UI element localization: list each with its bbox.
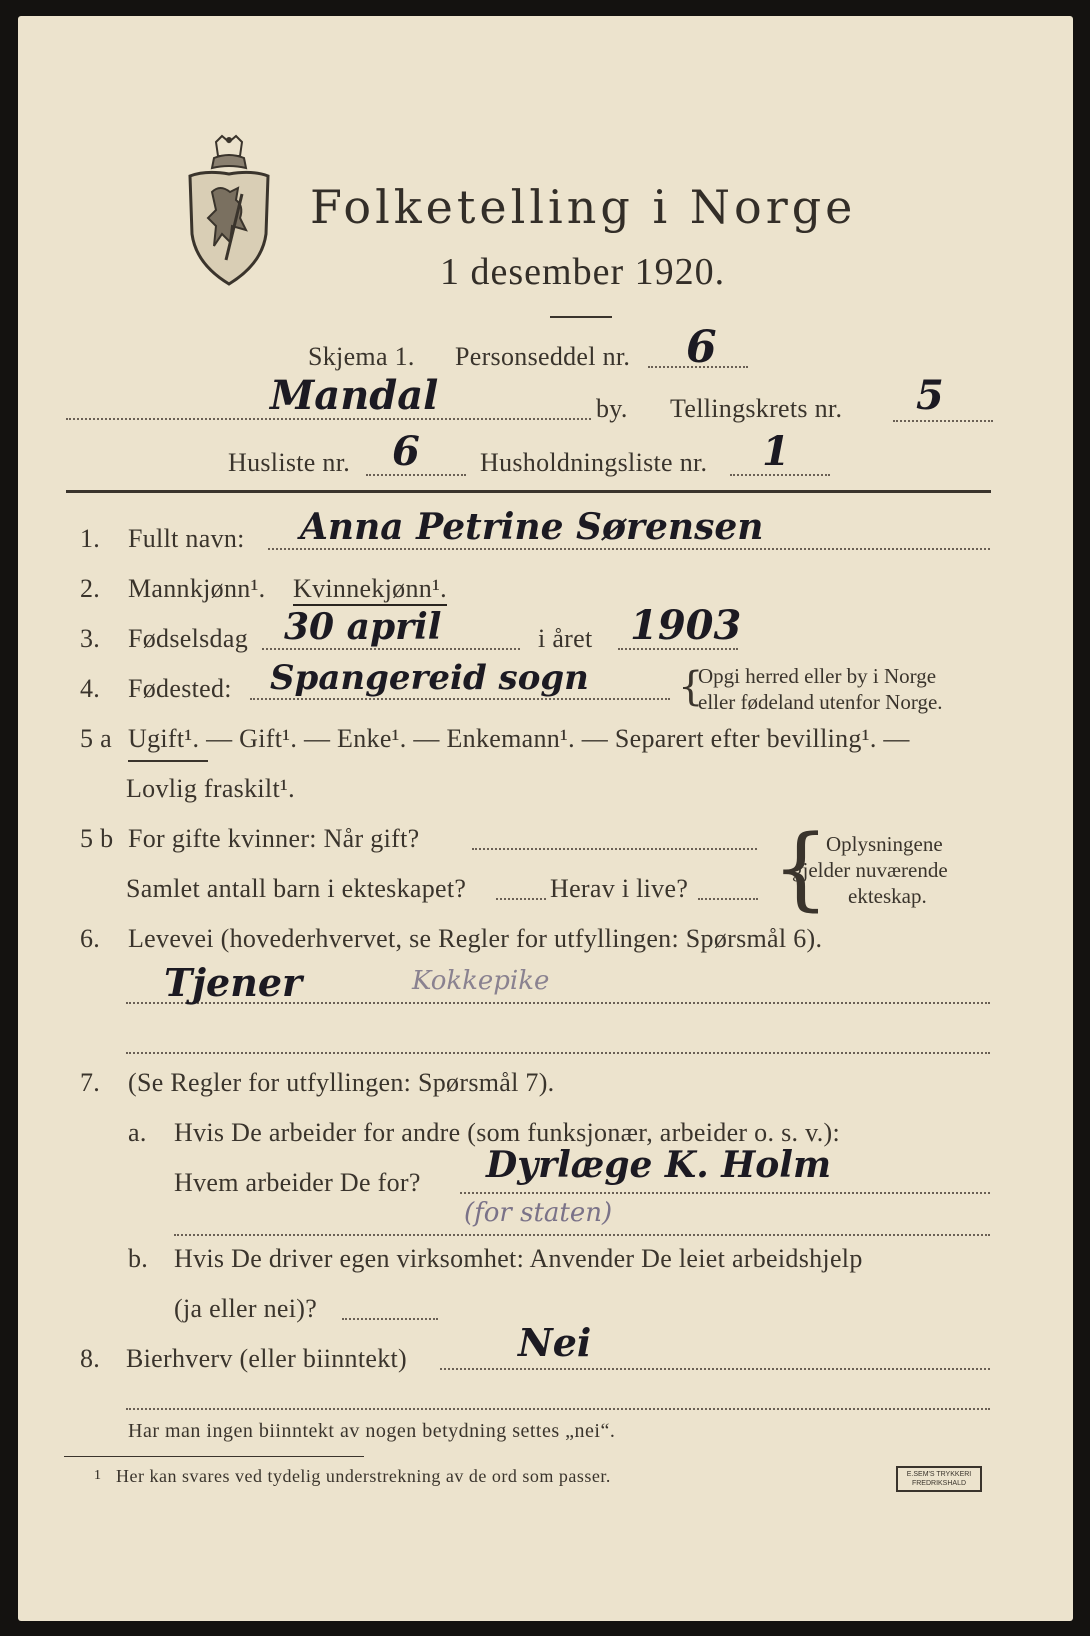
q5a-options: Ugift¹. — Gift¹. — Enke¹. — Enkemann¹. — Separert efter bevilling¹. — xyxy=(128,724,910,753)
q4-note-line2: eller fødeland utenfor Norge. xyxy=(698,690,943,714)
q7a-label: Hvis De arbeider for andre (som funksjonær, arbeider o. s. v.): xyxy=(174,1118,840,1147)
q2-male-option: Mannkjønn¹. xyxy=(128,574,266,603)
form-title: Folketelling i Norge xyxy=(310,180,857,234)
q5b-number: 5 b xyxy=(80,824,114,853)
q2-female-option: Kvinnekjønn¹. xyxy=(293,574,447,606)
title-divider xyxy=(550,316,612,318)
place-value: Mandal xyxy=(270,372,439,419)
footnote-text: Her kan svares ved tydelig understrekning av de ord som passer. xyxy=(116,1466,611,1486)
q8-number: 8. xyxy=(80,1344,101,1373)
q5a-selected-underline xyxy=(128,760,208,762)
q2-number: 2. xyxy=(80,574,101,603)
personseddel-label: Personseddel nr. xyxy=(455,342,631,371)
q5b-when-married-label: For gifte kvinner: Når gift? xyxy=(128,824,420,853)
q5b-note3: ekteskap. xyxy=(848,884,927,908)
husliste-value: 6 xyxy=(392,428,420,475)
q5b-children-label: Samlet antall barn i ekteskapet? xyxy=(126,874,467,903)
footnote-number: 1 xyxy=(94,1468,101,1483)
q6-number: 6. xyxy=(80,924,101,953)
census-form-paper: Folketelling i Norge 1 desember 1920. Skjema 1. Personseddel nr. 6 Mandal by. Tellingskrets nr. 5 Husliste nr. 6 Husholdningsliste nr. 1 1. Fullt navn: Anna Petrine Sørensen 2. Mannkjønn¹. Kvinnekjønn¹. 3. Fødselsdag 30 april i året 1903 4. Fødested: Spangereid sogn { Opgi herred eller by i Norge eller fødeland utenfor Norge. 5 a Ugift¹. — Gift¹. — Enke¹. — Enkemann¹. — Separert efter bevilling¹. — Lovlig fraskilt¹. 5 b For gifte kvinner: Når gift? Samlet antall barn i ekteskapet? Herav i live? { Oplysningene gjelder nuværende ekteskap. 6. Levevei (hovederhvervet, se Regler for utfyllingen: Spørsmål 6). Tjener Kokkepike 7. (Se Regler for utfyllingen: Spørsmål 7). a. Hvis De arbeider for andre (som funksjonær, arbeider o. s. v.): Hvem arbeider De for? Dyrlæge K. Holm (for staten) b. Hvis De driver egen virksomhet: Anvender De leiet arbeidshjelp (ja eller nei)? 8. Bierhverv (eller biinntekt) Nei Har man ingen biinntekt av nogen betydning settes „nei“. 1 Her kan svares ved tydelig understrekning av de ord som passer. E.SEM'S TRYKKERI FREDRIKSHALD xyxy=(18,16,1073,1621)
q5b-note1: Oplysningene xyxy=(826,832,943,856)
q3-year-label: i året xyxy=(538,624,593,653)
norway-coat-of-arms-icon xyxy=(186,134,272,286)
q3-birthday-value: 30 april xyxy=(284,606,442,648)
header-rule xyxy=(66,490,991,493)
q8-side-income-value: Nei xyxy=(518,1320,592,1365)
q4-label: Fødested: xyxy=(128,674,232,703)
q6-occupation-value: Tjener xyxy=(164,960,303,1005)
q8-label: Bierhverv (eller biinntekt) xyxy=(126,1344,407,1373)
census-date: 1 desember 1920. xyxy=(440,251,726,293)
husholdning-value: 1 xyxy=(762,428,790,475)
footnote-rule xyxy=(64,1456,364,1457)
q3-label: Fødselsdag xyxy=(128,624,248,653)
q5b-alive-label: Herav i live? xyxy=(550,874,689,903)
q1-number: 1. xyxy=(80,524,101,553)
q7-label: (Se Regler for utfyllingen: Spørsmål 7). xyxy=(128,1068,555,1097)
q7a-employer-pencil: (for staten) xyxy=(464,1198,613,1228)
q7a-letter: a. xyxy=(128,1118,147,1147)
q5b-note2: gjelder nuværende xyxy=(792,858,948,882)
q3-number: 3. xyxy=(80,624,101,653)
skjema-label: Skjema 1. xyxy=(308,342,415,371)
q1-full-name-value: Anna Petrine Sørensen xyxy=(300,506,764,548)
q5a-options-line2: Lovlig fraskilt¹. xyxy=(126,774,295,803)
personseddel-value: 6 xyxy=(686,322,717,373)
q4-number: 4. xyxy=(80,674,101,703)
q6-label: Levevei (hovederhvervet, se Regler for utfyllingen: Spørsmål 6). xyxy=(128,924,823,953)
q7-number: 7. xyxy=(80,1068,101,1097)
tellingskrets-label: Tellingskrets nr. xyxy=(670,394,843,423)
q7a-question: Hvem arbeider De for? xyxy=(174,1168,421,1197)
by-label: by. xyxy=(596,394,628,423)
q4-note-line1: Opgi herred eller by i Norge xyxy=(698,664,937,688)
q7a-employer-value: Dyrlæge K. Holm xyxy=(486,1144,832,1186)
printer-stamp: E.SEM'S TRYKKERI FREDRIKSHALD xyxy=(896,1466,982,1492)
q5a-number: 5 a xyxy=(80,724,112,753)
q7b-question: (ja eller nei)? xyxy=(174,1294,318,1323)
q6-occupation-pencil: Kokkepike xyxy=(412,966,550,996)
q1-label: Fullt navn: xyxy=(128,524,245,553)
q3-year-value: 1903 xyxy=(630,602,742,649)
q7b-letter: b. xyxy=(128,1244,149,1273)
husholdning-label: Husholdningsliste nr. xyxy=(480,448,708,477)
q7b-label: Hvis De driver egen virksomhet: Anvender De leiet arbeidshjelp xyxy=(174,1244,863,1273)
husliste-label: Husliste nr. xyxy=(228,448,351,477)
footer-note: Har man ingen biinntekt av nogen betydning settes „nei“. xyxy=(128,1420,616,1442)
q4-birthplace-value: Spangereid sogn xyxy=(270,658,589,698)
tellingskrets-value: 5 xyxy=(916,372,944,419)
